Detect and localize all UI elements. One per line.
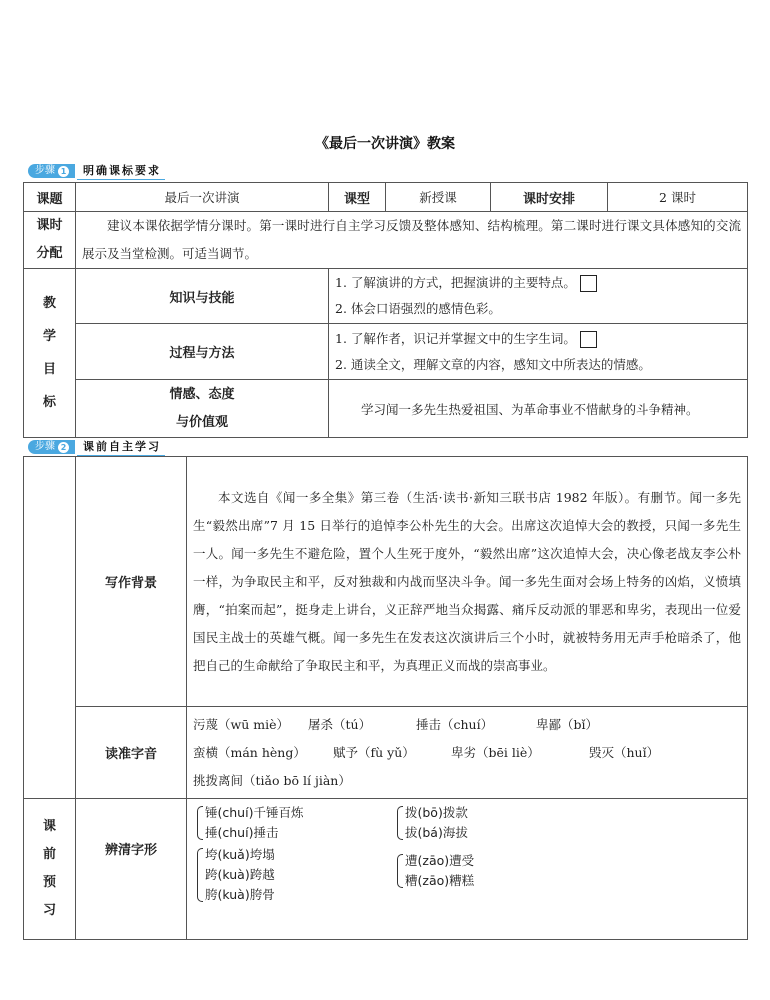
glyph-item: 跨(kuà)跨越 <box>205 867 275 882</box>
pronunciation-row <box>193 767 741 795</box>
step-1-header <box>28 163 165 179</box>
objective-knowledge-label <box>76 269 329 324</box>
glyph-column-left <box>197 803 397 907</box>
table-row <box>24 324 748 380</box>
glyph-label: 辨清字形 <box>76 799 187 940</box>
checkbox[interactable] <box>580 275 597 292</box>
type-label: 课型 <box>329 183 386 212</box>
section-label-char: 习 <box>42 903 56 918</box>
objective-knowledge-items <box>329 269 748 324</box>
step-number-icon: 2 <box>58 442 69 453</box>
objectives-label-char: 学 <box>42 329 56 344</box>
allocation-label <box>24 212 76 269</box>
topic-value: 最后一次讲演 <box>76 183 329 212</box>
section-label <box>24 799 76 940</box>
background-label: 写作背景 <box>76 457 187 707</box>
objective-process-items <box>329 324 748 380</box>
glyph-group <box>397 851 597 891</box>
objective-item: 2. 通读全文，理解文章的内容，感知文中所表达的情感。 <box>335 356 651 372</box>
objective-item-text: 1. 了解演讲的方式，把握演讲的主要特点。 <box>335 275 576 290</box>
objective-item: 2. 体会口语强烈的感情色彩。 <box>335 301 501 316</box>
table-row <box>24 799 748 940</box>
objective-label-text: 过程与方法 <box>169 346 235 361</box>
glyph-item: 胯(kuà)胯骨 <box>205 887 275 902</box>
lesson-info-table <box>23 182 748 438</box>
glyph-list <box>187 799 748 940</box>
objectives-label-char: 标 <box>42 395 56 410</box>
pronunciation-row <box>193 711 741 739</box>
step-badge <box>28 164 75 178</box>
step-number-icon: 1 <box>58 166 69 177</box>
glyph-item: 遭(zāo)遭受 <box>405 853 475 868</box>
glyph-item: 拨(bō)拨款 <box>405 805 468 820</box>
document-title: 《最后一次讲演》教案 <box>315 136 455 152</box>
glyph-group <box>197 845 397 905</box>
glyph-group <box>197 803 397 843</box>
step-2-header <box>28 439 165 455</box>
section-label-char: 预 <box>42 875 56 890</box>
objective-label-line: 情感、态度 <box>169 386 235 402</box>
pronunciation-row <box>193 739 741 767</box>
objective-label-line: 与价值观 <box>176 414 229 430</box>
pronunciation-item: 屠杀（tú） <box>308 716 372 732</box>
background-text: 本文选自《闻一多全集》第三卷（生活·读书·新知三联书店 1982 年版）。有删节。闻一多先生“毅然出席”7 月 15 日举行的追悼李公朴先生的大会。出席这次追悼大会的教授，只闻一多先生一人。闻一多先生不避危险，置个人生死于度外，“毅然出席”这次追悼大会，决心像老战友李公朴一样，为争取民主和平，反对独裁和内战而坚决斗争。闻一多先生面对会场上特务的凶焰，义愤填膺，“拍案而起”，挺身走上讲台，义正辞严地当众揭露、痛斥反动派的罪恶和卑劣，表现出一位爱国民主战士的英雄气概。闻一多先生在发表这次演讲后三个小时，就被特务用无声手枪暗杀了，他把自己的生命献给了争取民主和平，为真理正义而战的崇高事业。 <box>187 457 748 707</box>
pronunciation-item: 挑拨离间（tiǎo bō lí jiàn） <box>193 772 351 788</box>
allocation-label-line: 分配 <box>36 246 63 261</box>
pronunciation-label: 读准字音 <box>76 707 187 799</box>
checkbox[interactable] <box>580 331 597 348</box>
table-row <box>24 269 748 324</box>
brace-icon <box>397 854 403 888</box>
objective-emotion-text: 学习闻一多先生热爱祖国、为革命事业不惜献身的斗争精神。 <box>329 380 748 438</box>
table-row <box>24 707 748 799</box>
section-label-char: 课 <box>42 819 56 834</box>
pronunciation-item: 污蔑（wū miè） <box>193 716 289 732</box>
schedule-label: 课时安排 <box>491 183 608 212</box>
pronunciation-item: 卑鄙（bǐ） <box>536 716 598 732</box>
step-title: 课前自主学习 <box>77 438 165 456</box>
pronunciation-item: 卑劣（bēi liè） <box>451 744 540 760</box>
pronunciation-list <box>187 707 748 799</box>
objective-process-label <box>76 324 329 380</box>
allocation-label-line: 课时 <box>36 218 63 233</box>
table-row <box>24 183 748 212</box>
glyph-groups <box>197 799 741 911</box>
brace-icon <box>397 806 403 840</box>
objective-label-text: 知识与技能 <box>169 290 235 306</box>
topic-label: 课题 <box>24 183 76 212</box>
step-badge-label: 步骤 <box>35 165 55 176</box>
allocation-text: 建议本课依据学情分课时。第一课时进行自主学习反馈及整体感知、结构梳理。第二课时进行课文具体感知的交流展示及当堂检测。可适当调节。 <box>76 212 748 269</box>
step-badge-label: 步骤 <box>35 441 55 452</box>
schedule-value: 2 课时 <box>608 183 748 212</box>
objective-item <box>335 326 741 352</box>
brace-icon <box>197 806 203 840</box>
table-row <box>24 212 748 269</box>
step-title: 明确课标要求 <box>77 162 165 180</box>
glyph-column-right <box>397 803 597 907</box>
step-badge <box>28 440 75 454</box>
objectives-label-char: 教 <box>42 296 56 311</box>
table-row <box>24 380 748 438</box>
glyph-item: 垮(kuǎ)垮塌 <box>205 847 275 862</box>
pronunciation-item: 赋予（fù yǔ） <box>333 744 415 760</box>
pronunciation-item: 毁灭（huǐ） <box>589 744 660 760</box>
type-value: 新授课 <box>386 183 491 212</box>
objectives-label <box>24 269 76 438</box>
empty-cell <box>24 457 76 799</box>
table-row <box>24 457 748 707</box>
glyph-group <box>397 803 597 843</box>
pronunciation-item: 捶击（chuí） <box>416 716 494 732</box>
objective-emotion-label <box>76 380 329 438</box>
glyph-item: 糟(zāo)糟糕 <box>405 873 475 888</box>
glyph-item: 捶(chuí)捶击 <box>205 825 279 840</box>
objective-item-text: 1. 了解作者，识记并掌握文中的生字生词。 <box>335 330 576 346</box>
preview-table <box>23 456 748 940</box>
brace-icon <box>197 848 203 902</box>
pronunciation-item: 蛮横（mán hèng） <box>193 744 306 760</box>
objective-item <box>335 270 741 296</box>
section-label-char: 前 <box>42 847 56 862</box>
glyph-item: 锤(chuí)千锤百炼 <box>205 805 304 820</box>
glyph-item: 拔(bá)海拔 <box>405 825 468 840</box>
objectives-label-char: 目 <box>42 362 56 377</box>
